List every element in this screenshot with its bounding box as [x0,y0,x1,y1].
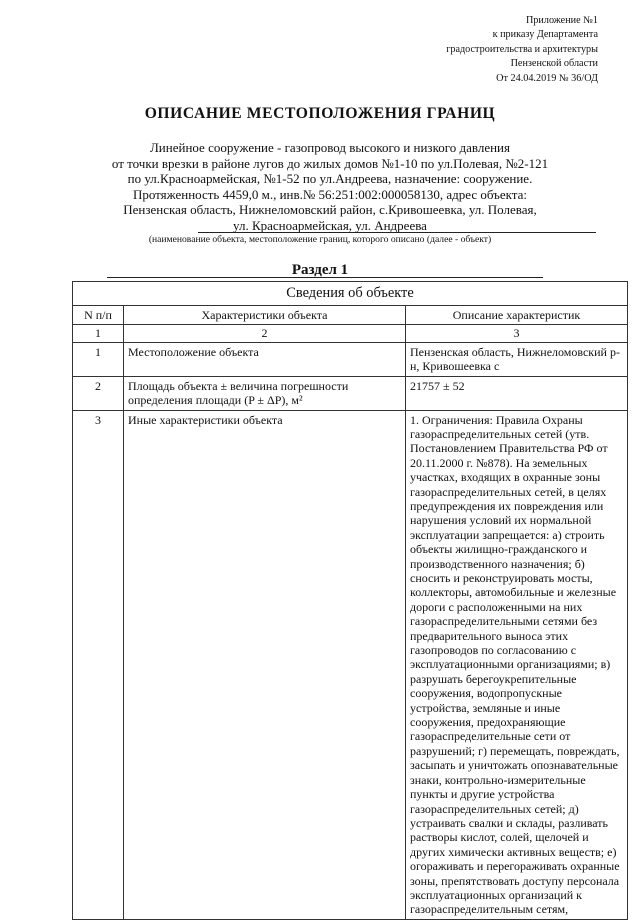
row-value: 21757 ± 52 [406,376,628,410]
row-characteristic: Площадь объекта ± величина погрешности определения площади (P ± ΔP), м² [124,376,406,410]
object-info-table-container [72,281,627,917]
object-description-line: Протяженность 4459,0 м., инв.№ 56:251:002:000058130, адрес объекта: [132,186,528,202]
object-info-table [72,281,628,920]
table-row [73,376,628,410]
object-description-line: Пензенская область, Нижнеломовский район, с.Кривошеевка, ул. Полевая, [123,202,537,218]
object-description-line: по ул.Красноармейская, №1-52 по ул.Андреева, назначение: сооружение. [127,171,533,187]
row-number: 1 [73,342,124,376]
row-number: 3 [73,410,124,919]
column-number-row [73,325,628,343]
appendix-line: к приказу Департамента [492,29,598,41]
table-heading: Сведения об объекте [73,282,628,306]
column-number: 3 [406,325,628,343]
object-description [100,140,560,234]
section-divider [107,277,543,278]
object-description-line: Линейное сооружение - газопровод высокого и низкого давления [149,140,510,155]
document-title: ОПИСАНИЕ МЕСТОПОЛОЖЕНИЯ ГРАНИЦ [144,105,496,122]
table-row [73,410,628,919]
column-header-characteristic: Характеристики объекта [124,306,406,325]
object-description-line: ул. Красноармейская, ул. Андреева [233,217,427,233]
column-header-row [73,306,628,325]
section-title: Раздел 1 [291,262,349,278]
object-description-line: от точки врезки в районе лугов до жилых домов №1-10 по ул.Полевая, №2-121 [111,155,549,171]
table-row [73,342,628,376]
row-number: 2 [73,376,124,410]
appendix-line: градостроительства и архитектуры [446,43,598,55]
row-characteristic: Местоположение объекта [124,342,406,376]
column-number: 2 [124,325,406,343]
appendix-line: Приложение №1 [525,15,598,26]
column-number: 1 [73,325,124,343]
appendix-line: Пензенской области [510,58,598,70]
row-value: Пензенская область, Нижнеломовский р-н, Кривошеевка с [406,342,628,376]
object-caption: (наименование объекта, местоположение границ, которого описано (далее - объект) [148,234,492,245]
row-value: 1. Ограничения: Правила Охраны газораспределительных сетей (утв. Постановлением Правительства РФ от 20.11.2000 г. №878). На земельных участках, входящих в охранные зоны газораспределительных сетей, в целях предупреждения их повреждения или нарушения условий их нормальной эксплуатации запрещается: а) строить объекты жилищно-гражданского и производственного назначения; б) сносить и реконструировать мосты, коллекторы, автомобильные и железные дороги с расположенными на них газораспределительными сетями без предварительного выноса этих газопроводов по согласованию с эксплуатационными организациями; в) разрушать берегоукрепительные сооружения, водопропускные устройства, земляные и иные сооружения, предохраняющие газораспределительные сети от разрушений; г) перемещать, повреждать, засыпать и уничтожать опознавательные знаки, контрольно-измерительные пункты и другие устройства газораспределительных сетей; д) устраивать свалки и склады, разливать растворы кислот, солей, щелочей и других химически активных веществ; е) огораживать и перегораживать охранные зоны, препятствовать доступу персонала эксплуатационных организаций к газораспределительным сетям, [406,410,628,919]
appendix-block [358,14,598,86]
description-underline [198,232,596,233]
column-header-num: N п/п [73,306,124,325]
column-header-value: Описание характеристик [406,306,628,325]
row-characteristic: Иные характеристики объекта [124,410,406,919]
table-heading-row [73,282,628,306]
appendix-line: От 24.04.2019 № 36/ОД [496,72,598,84]
